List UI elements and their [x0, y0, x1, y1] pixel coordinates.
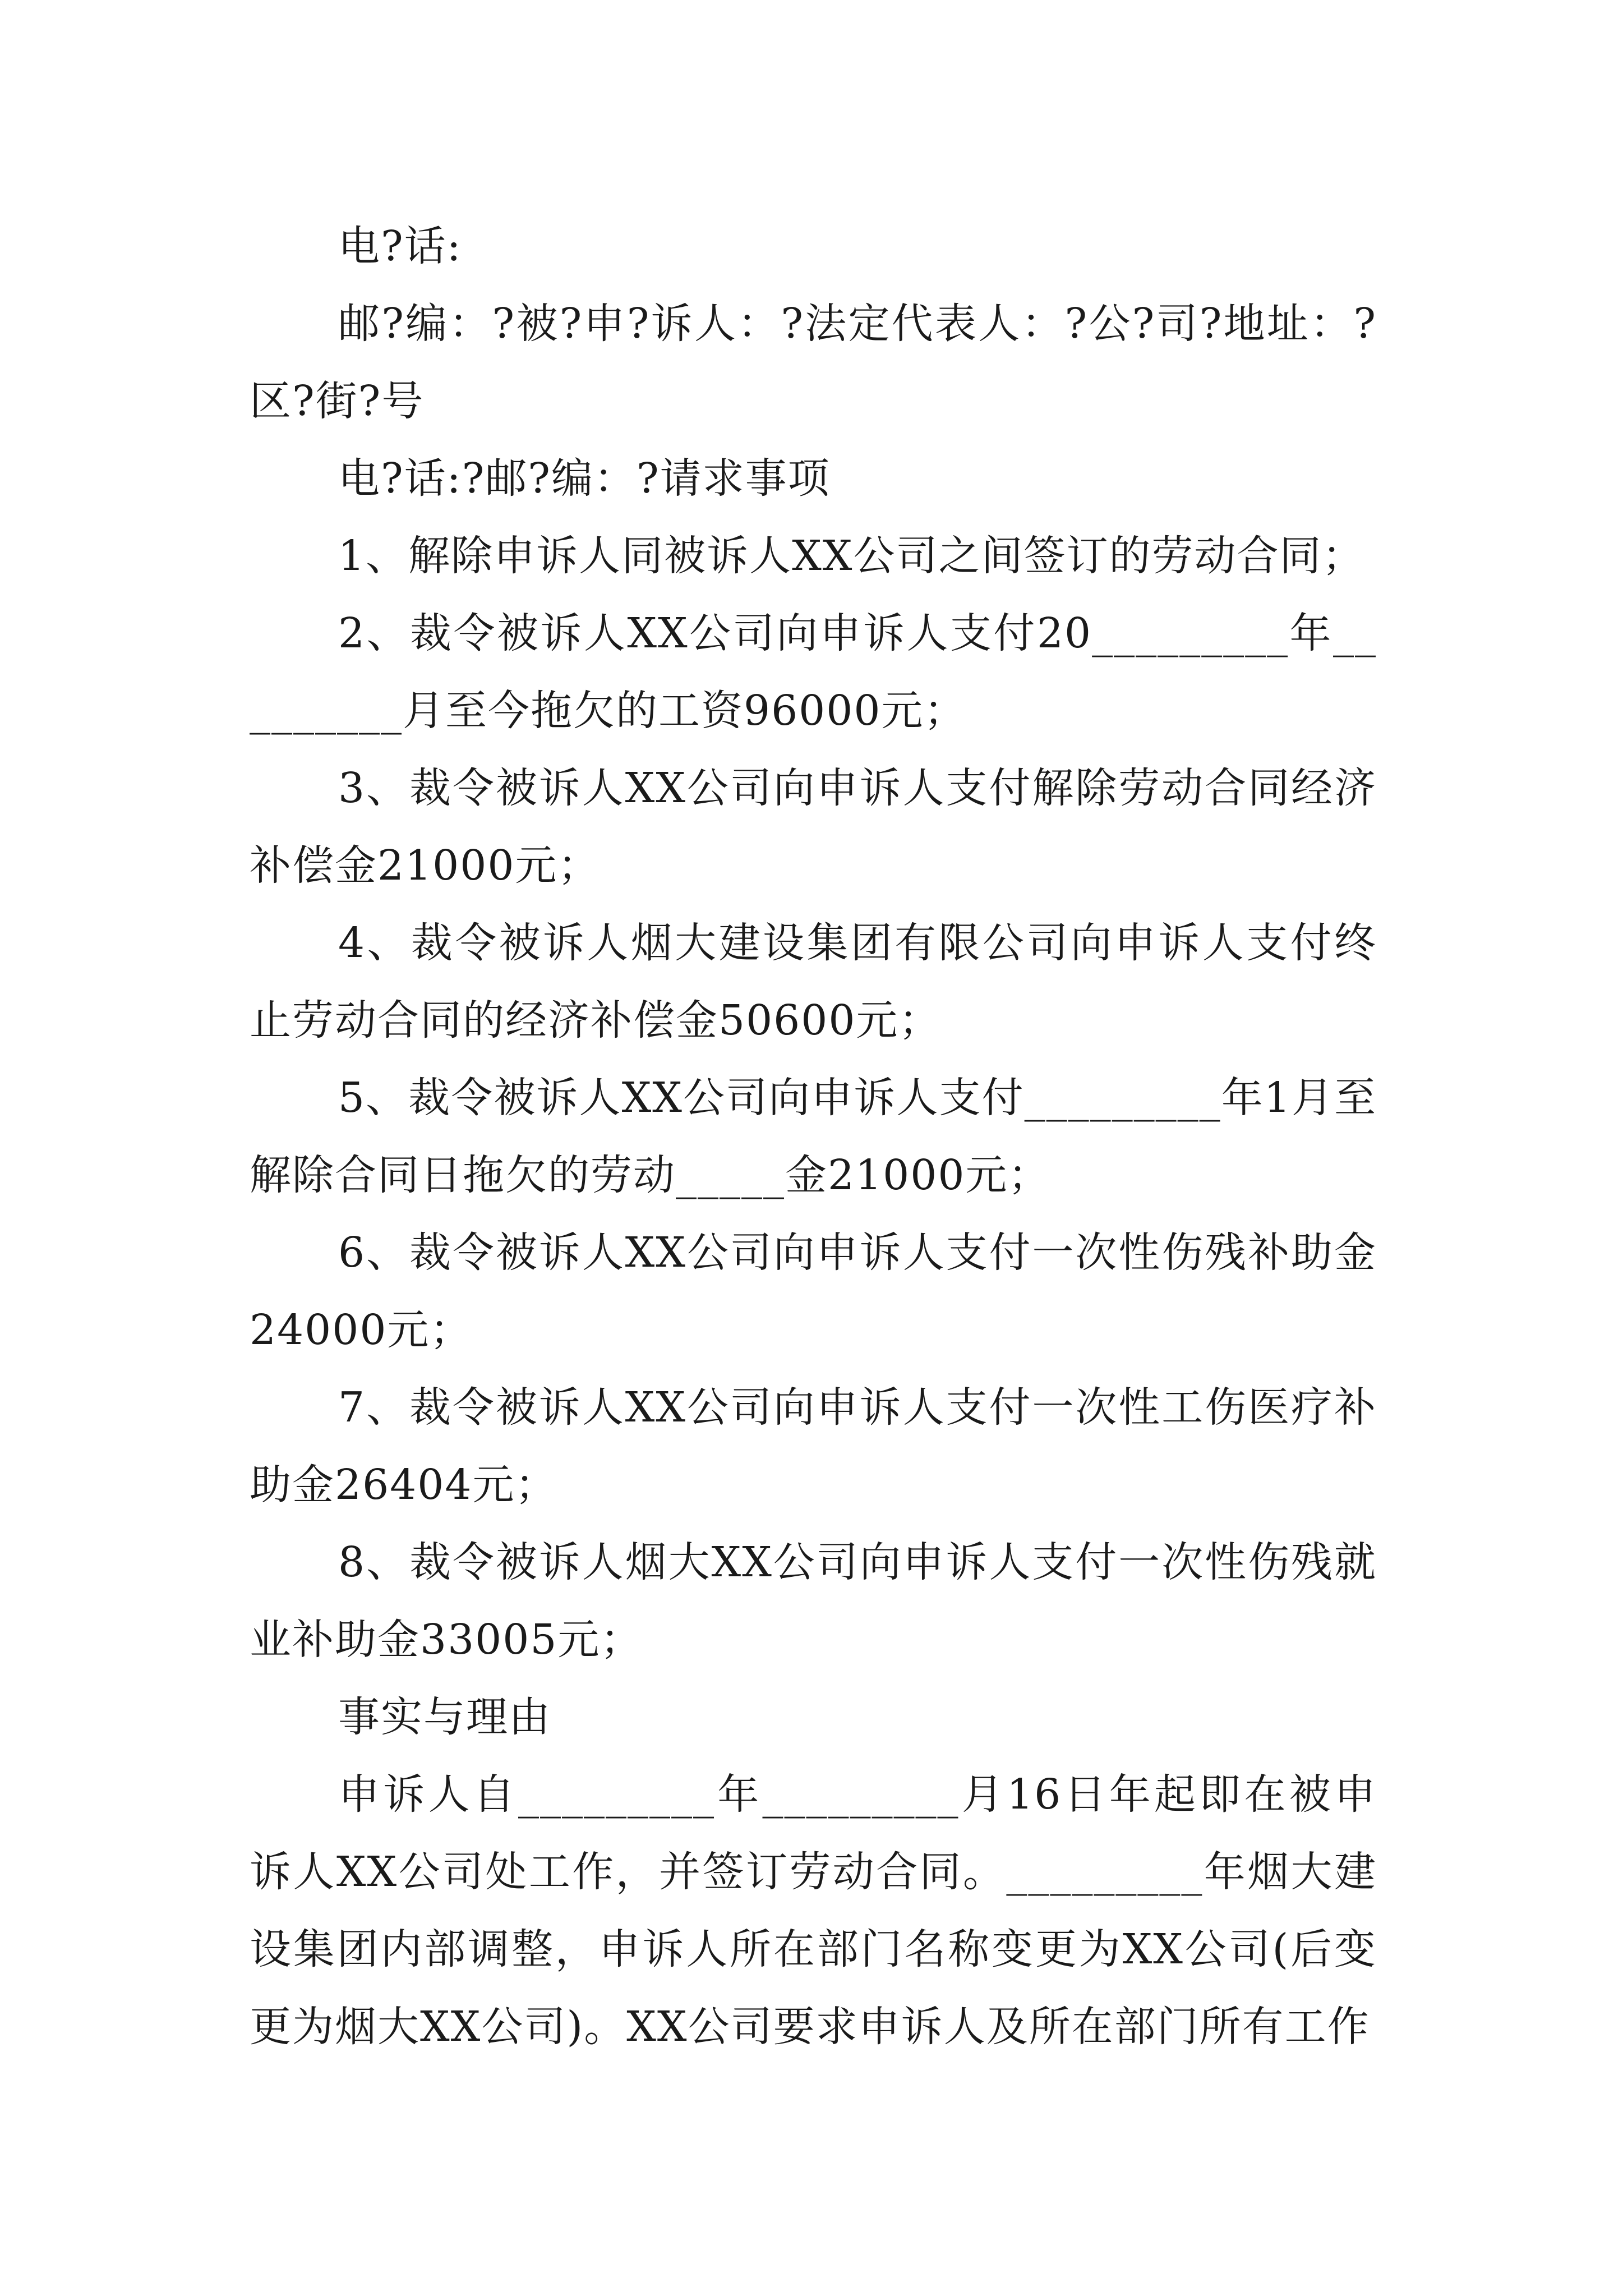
claim-item-2: 2、裁令被诉人XX公司向申诉人支付20_________年_________月至今拖欠的工资96000元； — [250, 609, 1377, 735]
claim-item-8: 8、裁令被诉人烟大XX公司向申诉人支付一次性伤残就业补助金33005元； — [250, 1538, 1377, 1664]
document-body — [250, 208, 1377, 2065]
facts-heading: 事实与理由 — [338, 1693, 551, 1741]
phone-line: 电?话: — [338, 222, 462, 270]
claim-item-4: 4、裁令被诉人烟大建设集团有限公司向申诉人支付终止劳动合同的经济补偿金50600元； — [250, 919, 1377, 1045]
claim-item-1: 1、解除申诉人同被诉人XX公司之间签订的劳动合同； — [338, 532, 1365, 580]
facts-paragraph: 申诉人自_________年_________月16日年起即在被申诉人XX公司处工作，并签订劳动合同。_________年烟大建设集团内部调整，申诉人所在部门名称变更为XX公司(后变更为烟大XX公司)。XX公司要求申诉人及所在部门所有工作 — [250, 1770, 1377, 2051]
phone-postcode-claims-heading: 电?话:?邮?编：?请求事项 — [338, 454, 831, 503]
postcode-respondent-line: 邮?编：?被?申?诉人：?法定代表人：?公?司?地址：?区?街?号 — [250, 300, 1377, 425]
claim-item-5: 5、裁令被诉人XX公司向申诉人支付_________年1月至解除合同日拖欠的劳动_____金21000元； — [250, 1074, 1377, 1199]
claim-item-6: 6、裁令被诉人XX公司向申诉人支付一次性伤残补助金24000元； — [250, 1228, 1377, 1354]
claim-item-7: 7、裁令被诉人XX公司向申诉人支付一次性工伤医疗补助金26404元； — [250, 1383, 1377, 1509]
claim-item-3: 3、裁令被诉人XX公司向申诉人支付解除劳动合同经济补偿金21000元； — [250, 764, 1377, 890]
